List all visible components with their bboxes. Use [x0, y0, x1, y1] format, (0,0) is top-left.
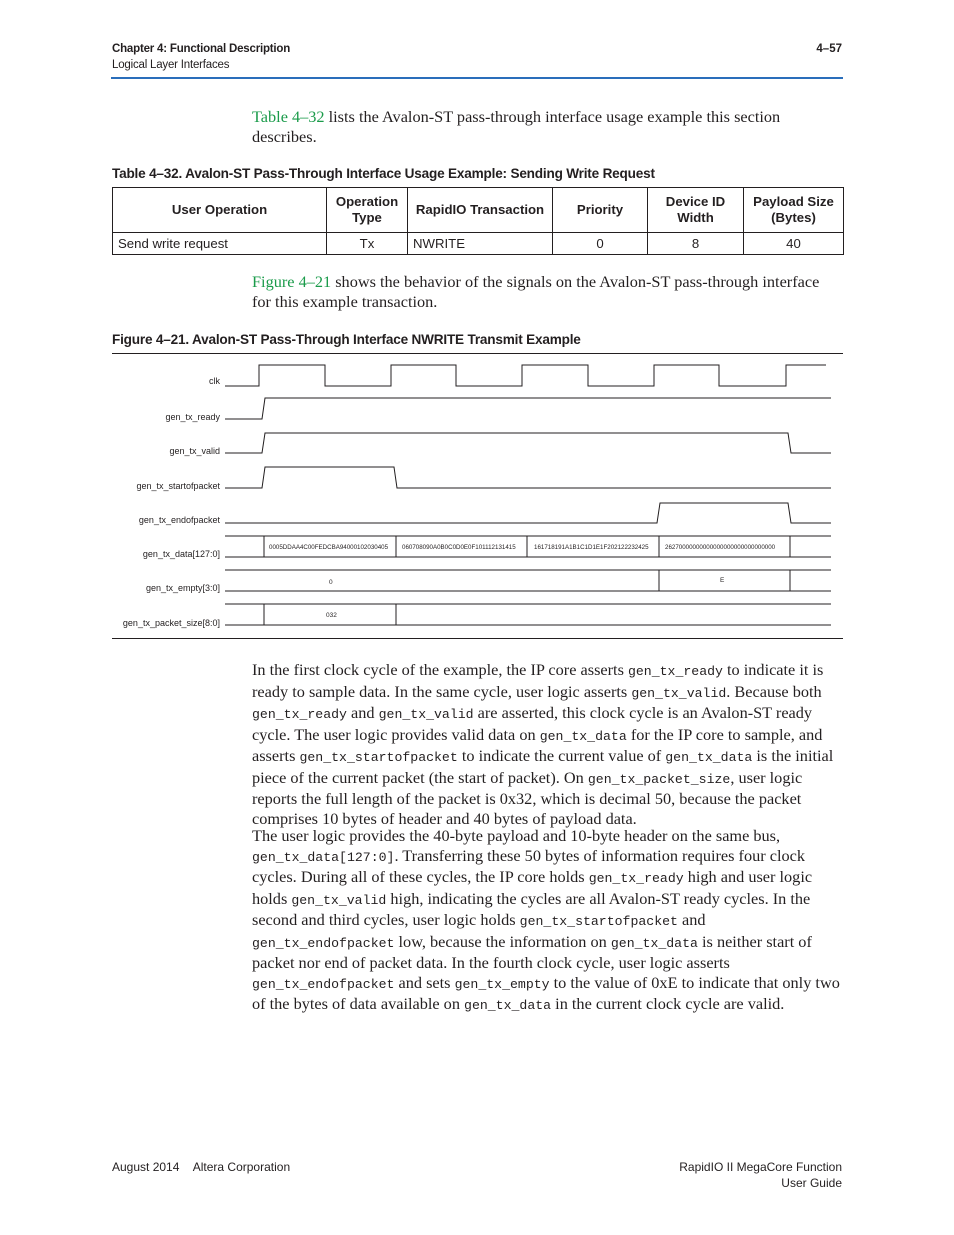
table-header-cell: RapidIO Transaction	[408, 188, 553, 233]
empty-value: E	[720, 577, 725, 584]
figure-intro-text: shows the behavior of the signals on the Avalon-ST pass-through interface for this example transaction.	[252, 272, 820, 311]
paragraph-text: and sets	[394, 972, 455, 992]
paragraph-text: are asserted, this clock cycle is an Avalon-ST ready cycle. The user logic provides valid data on	[252, 703, 813, 744]
paragraph-text: is neither start of packet nor end of packet data. In the fourth clock cycle, user logic asserts	[252, 931, 812, 972]
empty-bus-waveform	[225, 570, 831, 591]
clk-waveform	[225, 365, 826, 386]
data-value: 060708090A0B0C0D0E0F101112131415	[402, 544, 516, 551]
signal-label-valid: gen_tx_valid	[169, 446, 220, 456]
intro-paragraph	[252, 107, 842, 146]
signal-label-data: gen_tx_data[127:0]	[142, 549, 220, 559]
code-term: gen_tx_valid	[631, 685, 727, 701]
code-term: gen_tx_data[127:0]	[252, 849, 395, 865]
paragraph-text: in the current clock cycle are valid.	[551, 994, 785, 1013]
valid-waveform	[225, 433, 831, 453]
signal-label-endofpacket: gen_tx_endofpacket	[138, 515, 220, 525]
table-cell: 40	[744, 233, 844, 255]
paragraph-text: and	[677, 910, 706, 929]
code-term: gen_tx_ready	[252, 707, 347, 722]
empty-value: 0	[329, 579, 333, 586]
table-link[interactable]: Table 4–32	[252, 107, 325, 126]
footer-date-company	[112, 1160, 290, 1174]
paragraph-text: . Transferring these 50 bytes of information requires four clock cycles. During all of these cycles, the IP core holds	[252, 845, 806, 886]
endofpacket-waveform	[225, 503, 831, 523]
data-value: 26270000000000000000000000000000	[665, 544, 776, 551]
body-paragraph-2	[252, 826, 842, 1016]
footer-product: RapidIO II MegaCore Function	[679, 1160, 842, 1174]
data-value: 161718191A1B1C1D1E1F202122232425	[534, 544, 649, 551]
paragraph-text: and	[346, 703, 379, 722]
section-title: Logical Layer Interfaces	[112, 59, 230, 71]
table-cell: 8	[648, 233, 744, 255]
startofpacket-waveform	[225, 467, 831, 488]
usage-table	[112, 187, 844, 255]
paragraph-text: high and user logic holds	[252, 867, 813, 908]
signal-label-ready: gen_tx_ready	[165, 412, 220, 422]
signal-label-empty: gen_tx_empty[3:0]	[145, 583, 220, 593]
paragraph-text: to indicate it is ready to sample data. In the same cycle, user logic asserts	[252, 660, 824, 701]
paragraph-text: The user logic provides the 40-byte payload and 10-byte header on the same bus,	[252, 826, 781, 845]
paragraph-text: to the value of 0xE to indicate that only two of the bytes of data available on	[252, 972, 840, 1013]
code-term: gen_tx_empty	[454, 976, 550, 992]
paragraph-text: . Because both	[726, 681, 822, 701]
code-term: gen_tx_data	[464, 998, 552, 1013]
figure-link[interactable]: Figure 4–21	[252, 272, 332, 291]
paragraph-text: is the initial piece of the current packet (the start of packet). On	[252, 746, 834, 787]
code-term: gen_tx_data	[665, 750, 753, 765]
signal-label-packet-size: gen_tx_packet_size[8:0]	[122, 618, 220, 628]
code-term: gen_tx_data	[610, 935, 698, 951]
body-paragraph-1	[252, 660, 842, 828]
paragraph-text: , user logic reports the full length of the packet is 0x32, which is decimal 50, because the packet comprises 10 bytes of header and 40 bytes of payload data.	[252, 767, 803, 828]
code-term: gen_tx_startofpacket	[519, 914, 678, 929]
table-header-cell: Priority	[553, 188, 648, 233]
page-number: 4–57	[816, 43, 842, 55]
figure-bottom-rule	[112, 638, 843, 639]
code-term: gen_tx_packet_size	[587, 771, 731, 787]
paragraph-text: for the IP core to sample, and asserts	[252, 724, 823, 765]
table-cell: Send write request	[113, 233, 327, 255]
code-term: gen_tx_endofpacket	[252, 976, 395, 992]
signal-label-startofpacket: gen_tx_startofpacket	[136, 481, 220, 491]
code-term: gen_tx_valid	[291, 892, 387, 908]
table-cell: 0	[553, 233, 648, 255]
intro-text: lists the Avalon-ST pass-through interface usage example this section describes.	[252, 107, 781, 146]
paragraph-text: high, indicating the cycles are all Avalon-ST ready cycles. In the second and third cycles, user logic holds	[252, 888, 811, 929]
code-term: gen_tx_endofpacket	[252, 935, 395, 951]
ready-waveform	[225, 398, 831, 419]
waveform-diagram	[112, 355, 843, 637]
data-value: 0005DDAA4C00FEDCBA94000102030405	[269, 544, 389, 551]
paragraph-text: low, because the information on	[394, 931, 611, 951]
packet-size-value: 032	[326, 612, 337, 619]
code-term: gen_tx_startofpacket	[299, 750, 458, 765]
table-header-cell: Operation Type	[327, 188, 408, 233]
code-term: gen_tx_data	[539, 728, 627, 744]
footer-doc-type: User Guide	[781, 1176, 842, 1190]
table-cell: NWRITE	[408, 233, 553, 255]
table-header-cell: Device ID Width	[648, 188, 744, 233]
figure-caption: Figure 4–21. Avalon-ST Pass-Through Interface NWRITE Transmit Example	[112, 332, 581, 347]
figure-intro-paragraph	[252, 272, 842, 311]
table-header-cell: Payload Size (Bytes)	[744, 188, 844, 233]
signal-label-clk: clk	[209, 376, 220, 386]
footer-company: Altera Corporation	[192, 1160, 291, 1174]
packet-size-bus-waveform	[225, 604, 831, 625]
paragraph-text: In the first clock cycle of the example, the IP core asserts	[252, 660, 628, 679]
table-cell: Tx	[327, 233, 408, 255]
table-caption: Table 4–32. Avalon-ST Pass-Through Interface Usage Example: Sending Write Request	[112, 166, 655, 181]
table-header-cell: User Operation	[113, 188, 327, 233]
footer-date: August 2014	[112, 1160, 180, 1174]
figure-top-rule	[112, 353, 843, 354]
table-header-row	[113, 188, 844, 233]
header-rule	[111, 77, 843, 79]
code-term: gen_tx_ready	[588, 871, 684, 886]
code-term: gen_tx_ready	[627, 664, 723, 679]
paragraph-text: to indicate the current value of	[457, 746, 666, 765]
code-term: gen_tx_valid	[378, 707, 474, 722]
table-row	[113, 233, 844, 255]
chapter-title: Chapter 4: Functional Description	[112, 43, 291, 55]
